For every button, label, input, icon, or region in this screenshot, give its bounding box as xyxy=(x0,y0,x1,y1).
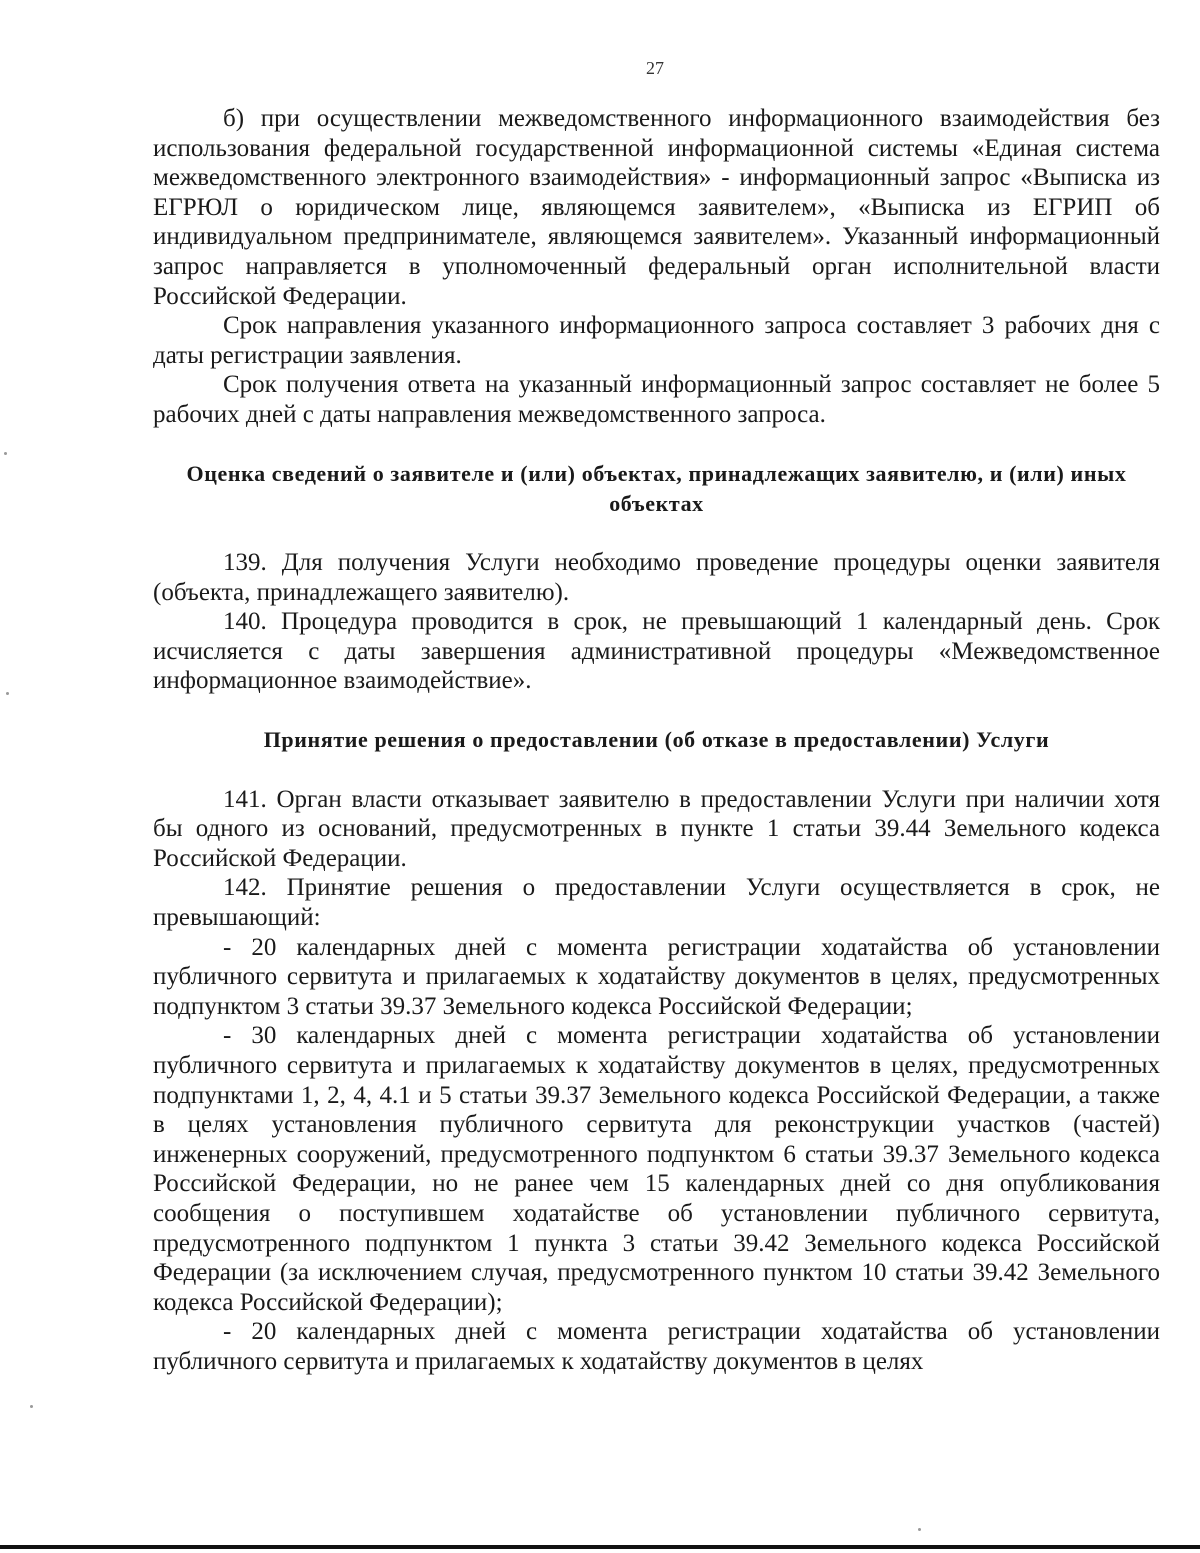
document-body xyxy=(153,104,1160,1377)
page-number: 27 xyxy=(646,58,664,78)
spacer xyxy=(153,430,1160,460)
paragraph-b: б) при осуществлении межведомственного информационного взаимодействия без использования федеральной государственной информационной системы «Единая система межведомственного электронного взаимодействия» - информационный запрос «Выписка из ЕГРЮЛ о юридическом лице, являющемся заявителем», «Выписка из ЕГРИП об индивидуальном предпринимателе, являющемся заявителем». Указанный информационный запрос направляется в уполномоченный федеральный орган исполнительной власти Российской Федерации. xyxy=(153,105,1160,310)
section-heading-decision: Принятие решения о предоставлении (об отказе в предоставлении) Услуги xyxy=(263,727,1050,753)
paragraph-142: 142. Принятие решения о предоставлении Услуги осуществляется в срок, не превышающий: xyxy=(153,874,1160,932)
list-item-20-days: - 20 календарных дней с момента регистрации ходатайства об установлении публичного сервитута и прилагаемых к ходатайству документов в целях, предусмотренных подпунктом 3 статьи 39.37 Земельного кодекса Российской Федерации; xyxy=(153,933,1160,1020)
scan-speck xyxy=(30,1405,33,1408)
spacer xyxy=(153,755,1160,785)
spacer xyxy=(153,696,1160,726)
spacer xyxy=(153,518,1160,548)
list-item-30-days: - 30 календарных дней с момента регистрации ходатайства об установлении публичного сервитута и прилагаемых к ходатайству документов в целях, предусмотренных подпунктами 1, 2, 4, 4.1 и 5 статьи 39.37 Земельного кодекса Российской Федерации, а также в целях установления публичного сервитута для реконструкции участков (частей) инженерных сооружений, предусмотренного подпунктом 6 статьи 39.37 Земельного кодекса Российской Федерации, но не ранее чем 15 календарных дней со дня опубликования сообщения о поступившем ходатайстве об установлении публичного сервитута, предусмотренного подпунктом 1 пункта 3 статьи 39.42 Земельного кодекса Российской Федерации (за исключением случая, предусмотренного пунктом 10 статьи 39.42 Земельного кодекса Российской Федерации); xyxy=(153,1022,1160,1316)
paragraph-141: 141. Орган власти отказывает заявителю в предоставлении Услуги при наличии хотя бы одного из оснований, предусмотренных в пункте 1 статьи 39.44 Земельного кодекса Российской Федерации. xyxy=(153,785,1160,872)
section-heading-assessment: Оценка сведений о заявителе и (или) объектах, принадлежащих заявителю, и (или) иных объектах xyxy=(186,461,1127,516)
paragraph-140: 140. Процедура проводится в срок, не превышающий 1 календарный день. Срок исчисляется с даты завершения административной процедуры «Межведомственное информационное взаимодействие». xyxy=(153,608,1160,695)
list-item-20-days-continued: - 20 календарных дней с момента регистрации ходатайства об установлении публичного сервитута и прилагаемых к ходатайству документов в целях xyxy=(153,1318,1160,1375)
paragraph-response-deadline: Срок получения ответа на указанный информационный запрос составляет не более 5 рабочих дней с даты направления межведомственного запроса. xyxy=(153,371,1160,428)
paragraph-request-deadline: Срок направления указанного информационного запроса составляет 3 рабочих дня с даты регистрации заявления. xyxy=(153,312,1160,369)
scan-speck xyxy=(6,692,9,695)
scan-bottom-edge xyxy=(0,1545,1200,1549)
scan-speck xyxy=(918,1528,921,1531)
paragraph-139: 139. Для получения Услуги необходимо проведение процедуры оценки заявителя (объекта, принадлежащего заявителю). xyxy=(153,548,1160,606)
scan-speck xyxy=(4,452,7,455)
